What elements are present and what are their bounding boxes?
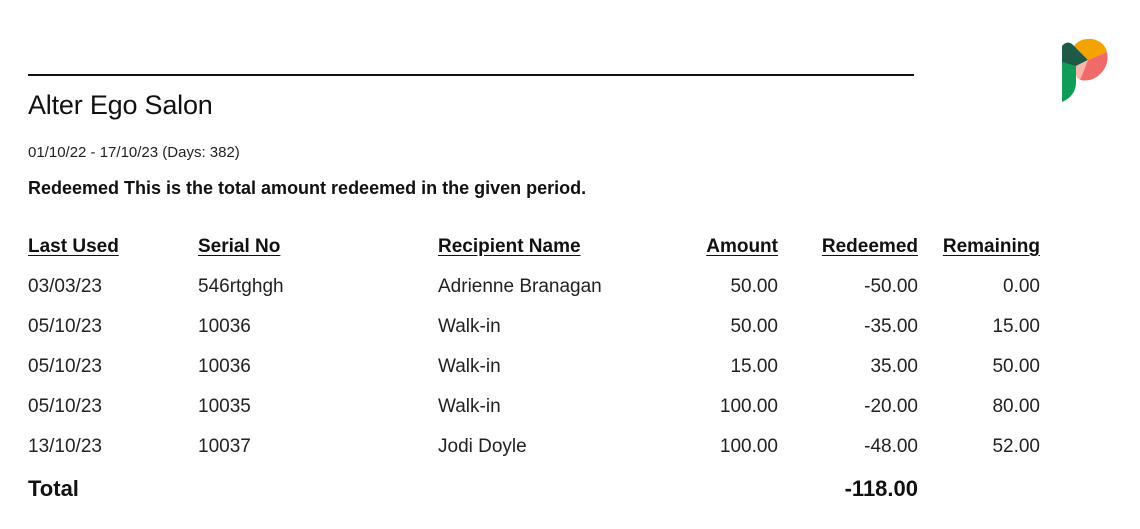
cell-amount: 50.00 [730,316,778,337]
cell-serial-no: 10035 [198,396,251,417]
table-row [28,427,1040,467]
cell-amount: 100.00 [719,396,778,417]
cell-recipient-name: Adrienne Branagan [438,276,602,297]
cell-serial-no: 546rtghgh [198,276,284,297]
cell-remaining: 15.00 [992,316,1040,337]
cell-redeemed: -35.00 [864,316,918,337]
total-row [28,467,1040,511]
table-header-row [28,227,1040,267]
total-empty-cell [918,467,1040,511]
brand-p-logo-icon [1058,36,1110,106]
cell-remaining: 80.00 [992,396,1040,417]
total-label: Total [28,476,79,501]
cell-last-used: 05/10/23 [28,316,102,337]
cell-remaining: 0.00 [1003,276,1040,297]
cell-amount: 15.00 [730,356,778,377]
header-divider [28,74,914,76]
column-header-redeemed: Redeemed [821,236,918,257]
table-row [28,347,1040,387]
column-header-amount: Amount [706,236,778,257]
column-header-last-used: Last Used [28,236,119,257]
cell-redeemed: 35.00 [870,356,918,377]
cell-recipient-name: Walk-in [438,356,501,377]
cell-redeemed: -50.00 [864,276,918,297]
cell-recipient-name: Walk-in [438,316,501,337]
total-redeemed: -118.00 [844,476,918,501]
date-range: 01/10/22 - 17/10/23 (Days: 382) [28,144,240,161]
total-empty-cell [438,467,678,511]
cell-recipient-name: Walk-in [438,396,501,417]
cell-remaining: 52.00 [992,436,1040,457]
cell-serial-no: 10037 [198,436,251,457]
cell-amount: 100.00 [719,436,778,457]
total-empty-cell [198,467,438,511]
cell-remaining: 50.00 [992,356,1040,377]
cell-amount: 50.00 [730,276,778,297]
salon-name: Alter Ego Salon [28,90,213,120]
report-description: Redeemed This is the total amount redeemed in the given period. [28,178,587,198]
cell-last-used: 03/03/23 [28,276,102,297]
cell-redeemed: -48.00 [864,436,918,457]
cell-last-used: 13/10/23 [28,436,102,457]
cell-serial-no: 10036 [198,316,251,337]
cell-recipient-name: Jodi Doyle [438,436,527,457]
column-header-recipient-name: Recipient Name [438,236,581,257]
total-empty-cell [678,467,778,511]
cell-last-used: 05/10/23 [28,396,102,417]
column-header-serial-no: Serial No [198,236,281,257]
table-row [28,387,1040,427]
cell-redeemed: -20.00 [864,396,918,417]
redeemed-report-table [28,227,1040,511]
table-row [28,307,1040,347]
table-row [28,267,1040,307]
column-header-remaining: Remaining [942,236,1040,257]
cell-last-used: 05/10/23 [28,356,102,377]
cell-serial-no: 10036 [198,356,251,377]
